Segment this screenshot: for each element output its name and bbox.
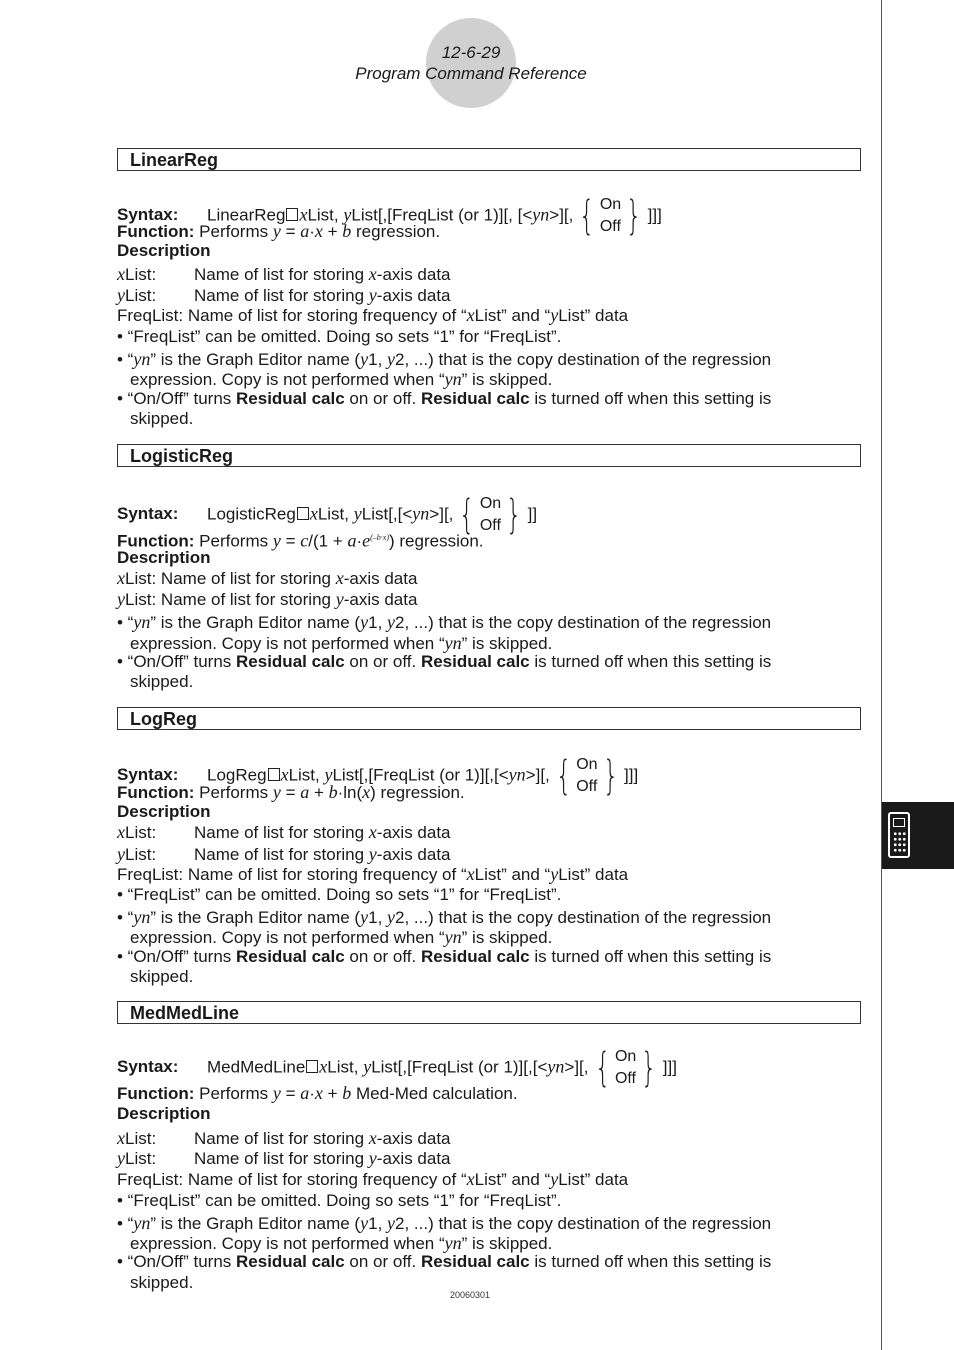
section-header-medmedline: MedMedLine [117, 1001, 861, 1024]
page-reference-title: Program Command Reference [355, 64, 587, 83]
calculator-icon [888, 812, 910, 858]
bullet-yn-cont: expression. Copy is not performed when “yn” is skipped. [130, 369, 553, 389]
bullet-onoff-cont: skipped. [130, 967, 194, 986]
bullet-yn: • “yn” is the Graph Editor name (y1, y2, ...) that is the copy destination of the regression [117, 612, 772, 632]
bullet-freq: • “FreqList” can be omitted. Doing so sets “1” for “FreqList”. [117, 885, 562, 904]
function-logreg: Function: Performs y = a + b·ln(x) regression. [117, 782, 465, 802]
function-medmedline: Function: Performs y = a·x + b Med-Med calculation. [117, 1083, 518, 1103]
footer-code: 20060301 [449, 1290, 491, 1300]
section-header-linearreg: LinearReg [117, 148, 861, 171]
chapter-tab [882, 802, 954, 869]
desc-freqlist: FreqList: Name of list for storing frequency of “xList” and “yList” data [117, 305, 629, 325]
bullet-onoff-cont: skipped. [130, 1273, 194, 1292]
description-label: Description [117, 548, 211, 567]
bullet-onoff: • “On/Off” turns Residual calc on or off. Residual calc is turned off when this setting is [117, 947, 772, 966]
bullet-onoff: • “On/Off” turns Residual calc on or off. Residual calc is turned off when this setting is [117, 389, 772, 408]
syntax-linearreg: Syntax: LinearReg xList, yList[,[FreqList (or 1)][, [<yn>][, { On Off } ]]] [117, 193, 662, 239]
bullet-freq: • “FreqList” can be omitted. Doing so sets “1” for “FreqList”. [117, 327, 562, 346]
bullet-yn: • “yn” is the Graph Editor name (y1, y2, ...) that is the copy destination of the regression [117, 349, 772, 369]
bullet-yn-cont: expression. Copy is not performed when “yn” is skipped. [130, 633, 553, 653]
desc-xlist: xList: Name of list for storing x-axis data [117, 568, 418, 588]
section-header-logreg: LogReg [117, 707, 861, 730]
header-circle [426, 18, 516, 108]
desc-ylist: yList: Name of list for storing y-axis data [117, 844, 451, 864]
syntax-medmedline: Syntax: MedMedLine xList, yList[,[FreqList (or 1)][,[<yn>][, { On Off } ]]] [117, 1045, 677, 1091]
section-header-logisticreg: LogisticReg [117, 444, 861, 467]
desc-xlist: xList: Name of list for storing x-axis data [117, 1128, 451, 1148]
description-label: Description [117, 1104, 211, 1123]
desc-ylist: yList: Name of list for storing y-axis data [117, 1148, 451, 1168]
bullet-yn: • “yn” is the Graph Editor name (y1, y2, ...) that is the copy destination of the regression [117, 1213, 772, 1233]
right-margin-line [881, 0, 882, 1350]
description-label: Description [117, 241, 211, 260]
bullet-yn-cont: expression. Copy is not performed when “yn” is skipped. [130, 1233, 553, 1253]
on-off-brace: { On Off } [579, 193, 642, 239]
desc-ylist: yList: Name of list for storing y-axis data [117, 285, 451, 305]
bullet-freq: • “FreqList” can be omitted. Doing so sets “1” for “FreqList”. [117, 1191, 562, 1210]
on-off-brace: { On Off } [555, 753, 618, 799]
bullet-onoff: • “On/Off” turns Residual calc on or off. Residual calc is turned off when this setting is [117, 1252, 772, 1271]
on-off-brace: { On Off } [594, 1045, 657, 1091]
description-label: Description [117, 802, 211, 821]
desc-freqlist: FreqList: Name of list for storing frequency of “xList” and “yList” data [117, 1169, 629, 1189]
bullet-yn: • “yn” is the Graph Editor name (y1, y2, ...) that is the copy destination of the regression [117, 907, 772, 927]
desc-freqlist: FreqList: Name of list for storing frequency of “xList” and “yList” data [117, 864, 629, 884]
desc-ylist: yList: Name of list for storing y-axis data [117, 589, 418, 609]
syntax-logreg: Syntax: LogReg xList, yList[,[FreqList (or 1)][,[<yn>][, { On Off } ]]] [117, 753, 639, 799]
function-linearreg: Function: Performs y = a·x + b regression. [117, 221, 441, 241]
bullet-onoff-cont: skipped. [130, 672, 194, 691]
page-number: 12-6-29 [441, 43, 501, 62]
desc-xlist: xList: Name of list for storing x-axis data [117, 264, 451, 284]
on-off-brace: { On Off } [459, 492, 522, 538]
desc-xlist: xList: Name of list for storing x-axis data [117, 822, 451, 842]
bullet-onoff-cont: skipped. [130, 409, 194, 428]
syntax-logisticreg: Syntax: LogisticReg xList, yList[,[<yn>][, { On Off } ]] [117, 492, 538, 538]
bullet-yn-cont: expression. Copy is not performed when “yn” is skipped. [130, 927, 553, 947]
function-logisticreg: Function: Performs $y = c/(1 + a\cdot e^{(-b\cdot x)})$ regression. [117, 530, 484, 551]
bullet-onoff: • “On/Off” turns Residual calc on or off. Residual calc is turned off when this setting is [117, 652, 772, 671]
